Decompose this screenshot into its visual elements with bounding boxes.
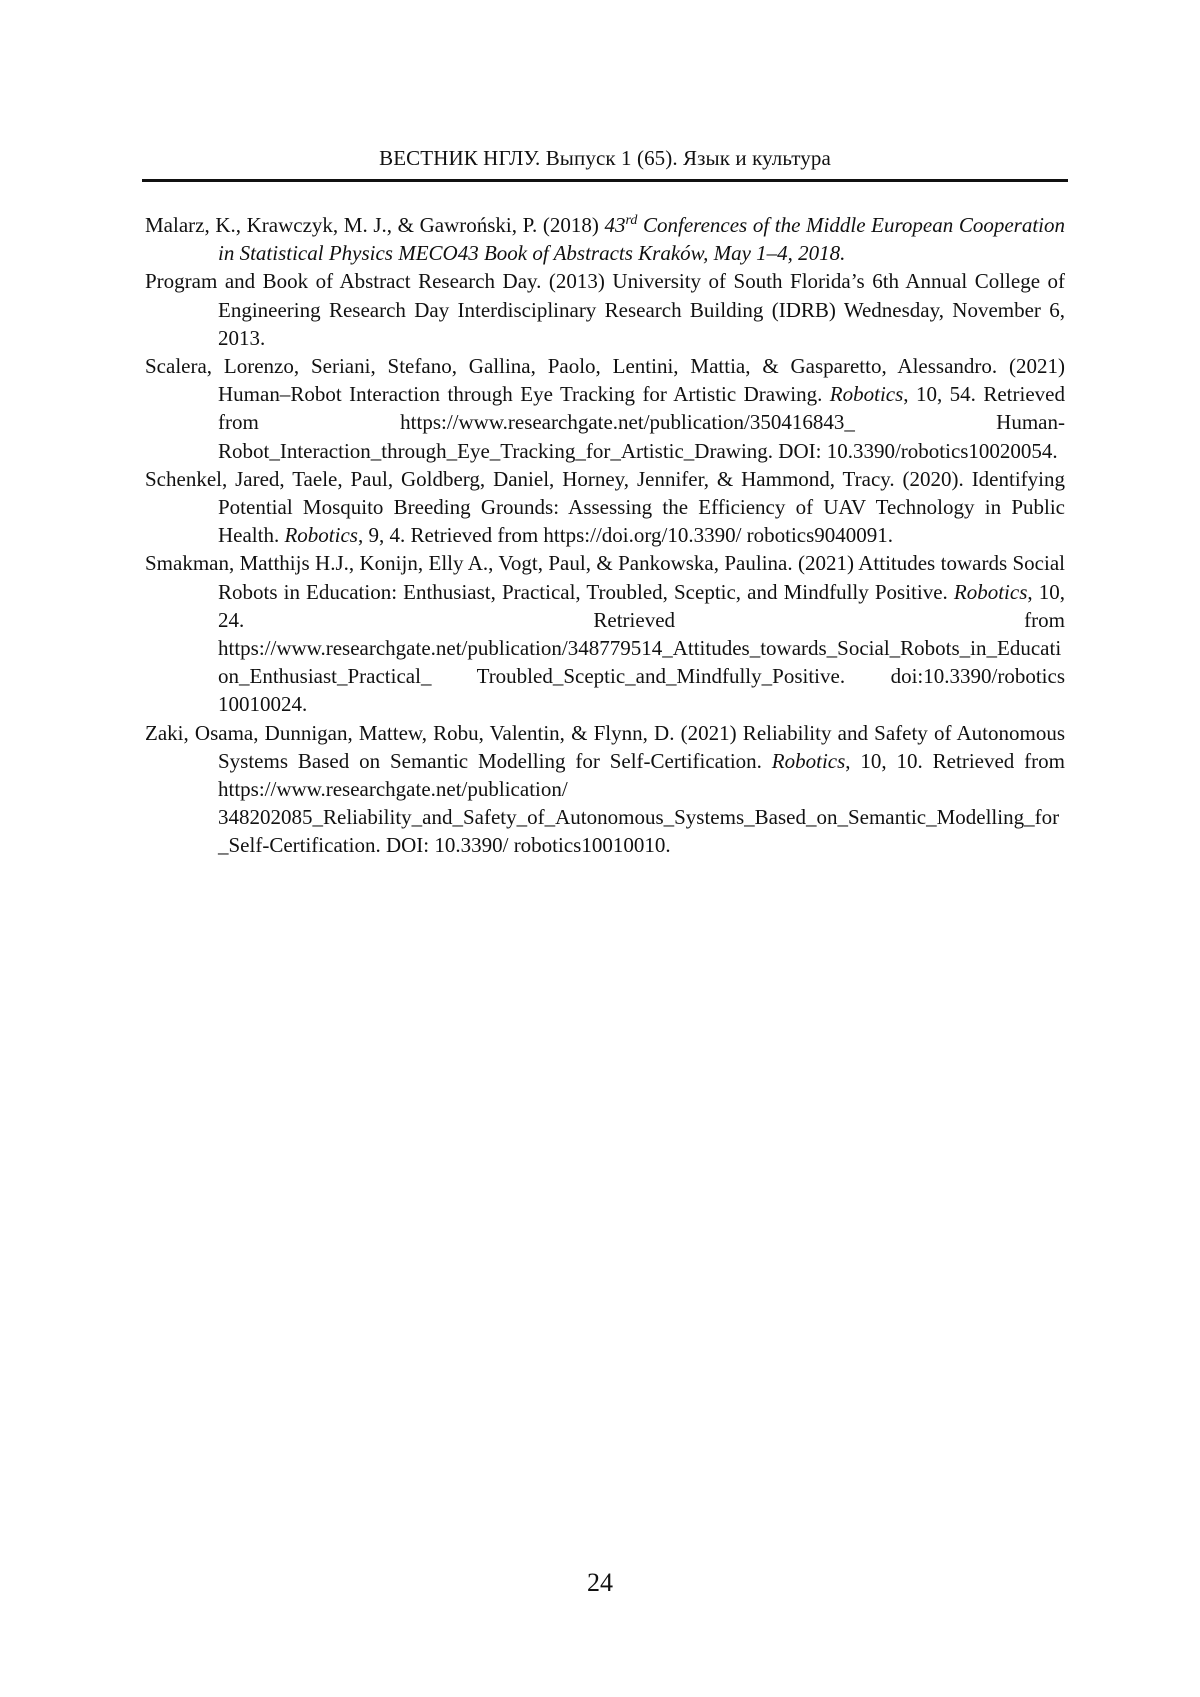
- reference-text: Scalera, Lorenzo, Seriani, Stefano, Gallina, Paolo, Lentini, Mattia, & Gasparetto, Alessandro. (2021) Human–Robot Interaction through Eye Tracking for Artistic Drawing.: [145, 354, 1065, 407]
- reference-entry-zaki: [145, 719, 1065, 860]
- reference-text: , 9, 4. Retrieved from https://doi.org/10.3390/ robotics9040091.: [357, 523, 894, 548]
- reference-entry-malarz: [145, 211, 1065, 267]
- reference-entry-schenkel: [145, 465, 1065, 550]
- header-rule: [142, 179, 1068, 182]
- reference-text: , 10, 10. Retrieved from https://www.researchgate.net/publication/ 348202085_Reliability_and_Safety_of_Autonomous_Systems_Based_on_Semantic_Modelling_for_Self-Certification. DOI: 10.3390/ robotics10010010.: [218, 748, 1065, 858]
- reference-entry-scalera: [145, 352, 1065, 465]
- reference-title-part: Conferences of the Middle European Cooperation in Statistical Physics MECO43 Book of Abstracts Kraków, May 1–4, 2018.: [218, 213, 1066, 266]
- reference-text: , 10, 24. Retrieved from https://www.researchgate.net/publication/348779514_Attitudes_towards_Social_Robots_in_Education_Enthusiast_Practical_ Troubled_Sceptic_and_Mindfully_Positive. doi:10.3390/robotics 10010024.: [218, 579, 1065, 717]
- reference-list: [145, 211, 1065, 860]
- journal-name: Robotics: [829, 382, 904, 407]
- reference-text: Smakman, Matthijs H.J., Konijn, Elly A., Vogt, Paul, & Pankowska, Paulina. (2021) Attitudes towards Social Robots in Education: Enthusiast, Practical, Troubled, Sceptic, and Mindfully Positive.: [145, 551, 1065, 604]
- running-header: ВЕСТНИК НГЛУ. Выпуск 1 (65). Язык и культура: [379, 146, 831, 170]
- reference-entry-program-research-day: [145, 267, 1065, 352]
- journal-name: Robotics: [284, 523, 358, 548]
- reference-text: Program and Book of Abstract Research Day. (2013) University of South Florida’s 6th Annual College of Engineering Research Day Interdisciplinary Research Building (IDRB) Wednesday, November 6, 2013.: [145, 269, 1065, 350]
- page-number: 24: [587, 1568, 613, 1597]
- journal-name: Robotics: [953, 579, 1028, 604]
- reference-text: Zaki, Osama, Dunnigan, Mattew, Robu, Valentin, & Flynn, D. (2021) Reliability and Safety of Autonomous Systems Based on Semantic Modelling for Self-Certification.: [145, 720, 1065, 773]
- reference-title-part: 43: [604, 213, 626, 237]
- reference-text: , 10, 54. Retrieved from https://www.researchgate.net/publication/350416843_ Human-Robot_Interaction_through_Eye_Tracking_for_Artistic_Drawing. DOI: 10.3390/robotics10020054.: [218, 382, 1065, 463]
- reference-entry-smakman: [145, 549, 1065, 718]
- reference-text: Schenkel, Jared, Taele, Paul, Goldberg, Daniel, Horney, Jennifer, & Hammond, Tracy. (2020). Identifying Potential Mosquito Breeding Grounds: Assessing the Efficiency of UAV Technology in Public Health.: [145, 466, 1065, 548]
- journal-name: Robotics: [771, 748, 846, 773]
- reference-text: Malarz, K., Krawczyk, M. J., & Gawroński, P. (2018): [145, 213, 605, 237]
- ordinal-suffix: rd: [625, 213, 638, 228]
